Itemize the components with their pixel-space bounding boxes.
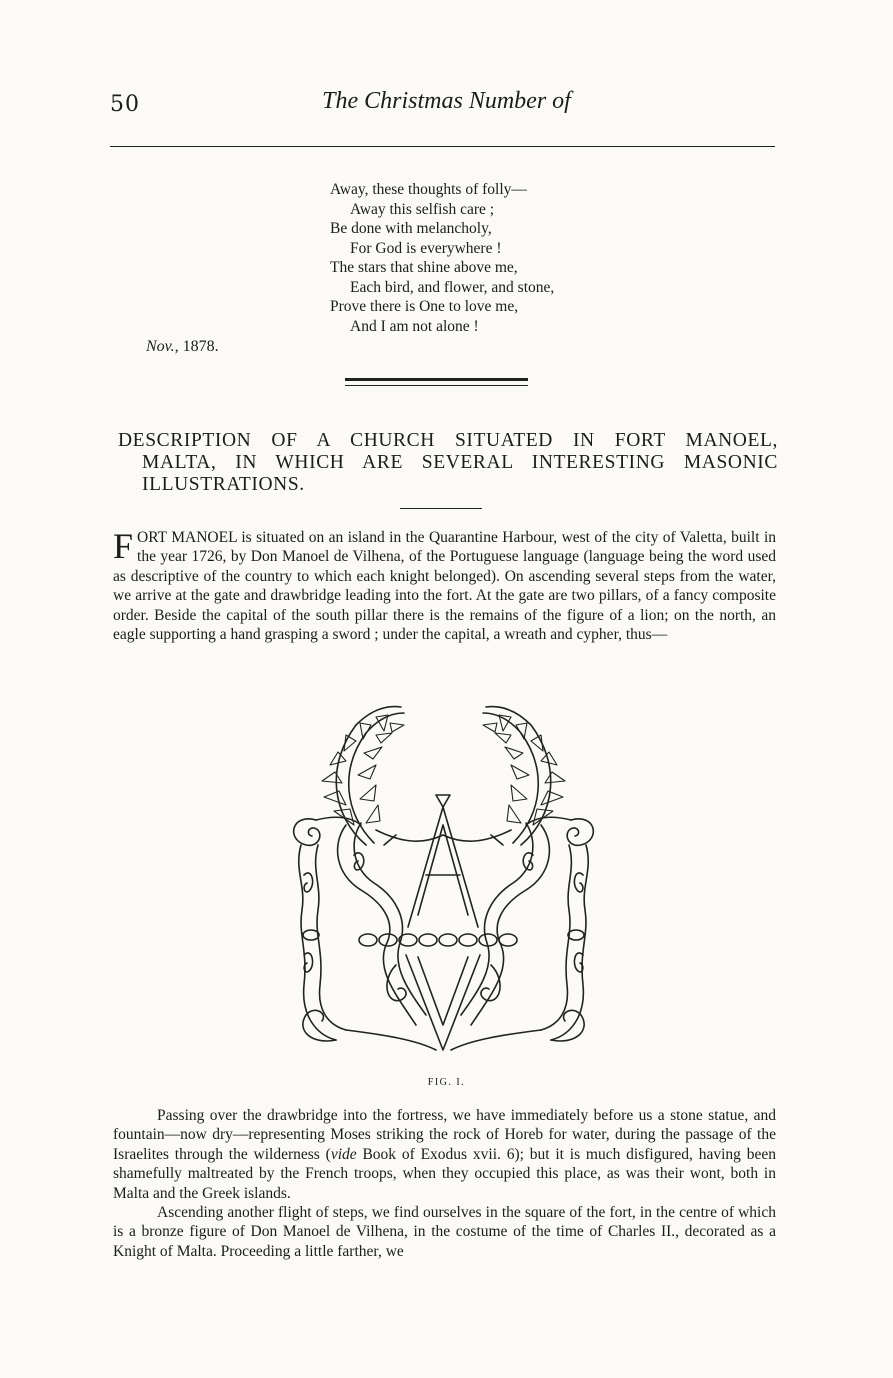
page-number: 50 <box>110 92 140 117</box>
title-line: DESCRIPTION OF A CHURCH SITUATED IN FORT MANOEL, <box>118 430 778 451</box>
paragraph <box>113 528 776 644</box>
poem <box>330 180 554 336</box>
paragraph <box>113 1106 776 1261</box>
poem-line: For God is everywhere ! <box>350 239 502 257</box>
section-separator <box>345 378 528 386</box>
paragraph-text: ORT MANOEL is situated on an island in the Quarantine Harbour, west of the city of Valetta, built in the year 1726, by Don Manoel de Vilhena, of the Portuguese language (language being the word used as descriptive of the country to which each knight belonged). On ascending several steps from the water, we arrive at the gate and drawbridge leading into the fort. At the gate are two pillars, of a fancy composite order. Beside the capital of the south pillar there is the remains of the figure of a lion; on the north, an eagle supporting a hand grasping a sword ; under the capital, a wreath and cypher, thus— <box>113 529 776 644</box>
paragraph-text: Book of Exodus xvii. 6); but it is much disfigured, having been shamefully maltreated by the French troops, when they occupied this place, as was their wont, both in Malta and the Greek islands. <box>113 1145 776 1202</box>
poem-line: Prove there is One to love me, <box>330 298 519 315</box>
poem-date <box>146 338 219 356</box>
poem-line: Each bird, and flower, and stone, <box>350 278 555 296</box>
poem-line: The stars that shine above me, <box>330 259 518 276</box>
title-rule <box>400 508 482 509</box>
poem-line: Away this selfish care ; <box>350 200 495 218</box>
italic-vide: vide <box>330 1145 357 1163</box>
date-year: 1878. <box>182 338 219 355</box>
poem-line: Be done with melancholy, <box>330 220 492 237</box>
title-line: MALTA, IN WHICH ARE SEVERAL INTERESTING MASONIC <box>142 452 778 473</box>
poem-line: And I am not alone ! <box>350 317 479 335</box>
header-rule <box>110 146 775 147</box>
paragraph-text: Passing over the drawbridge into the fortress, we have immediately before us a stone statue, and fountain—now dry—representing Moses striking the rock of Horeb for water, during the passage of the Israelites through the wilderness ( <box>113 1107 776 1163</box>
article-title <box>118 430 778 496</box>
drop-cap: F <box>113 526 134 566</box>
running-title: The Christmas Number of <box>322 88 571 114</box>
title-line: ILLUSTRATIONS. <box>142 474 305 495</box>
figure-caption: FIG. I. <box>427 1077 466 1088</box>
date-month: Nov., <box>146 338 179 355</box>
poem-line: Away, these thoughts of folly— <box>330 181 527 198</box>
paragraph-continued: Ascending another flight of steps, we find ourselves in the square of the fort, in the centre of which is a bronze figure of Don Manoel de Vilhena, in the costume of the time of Charles II., decorated as a Knight of Malta. Proceeding a little farther, we <box>113 1204 776 1260</box>
cypher-wreath-illustration <box>276 695 611 1075</box>
